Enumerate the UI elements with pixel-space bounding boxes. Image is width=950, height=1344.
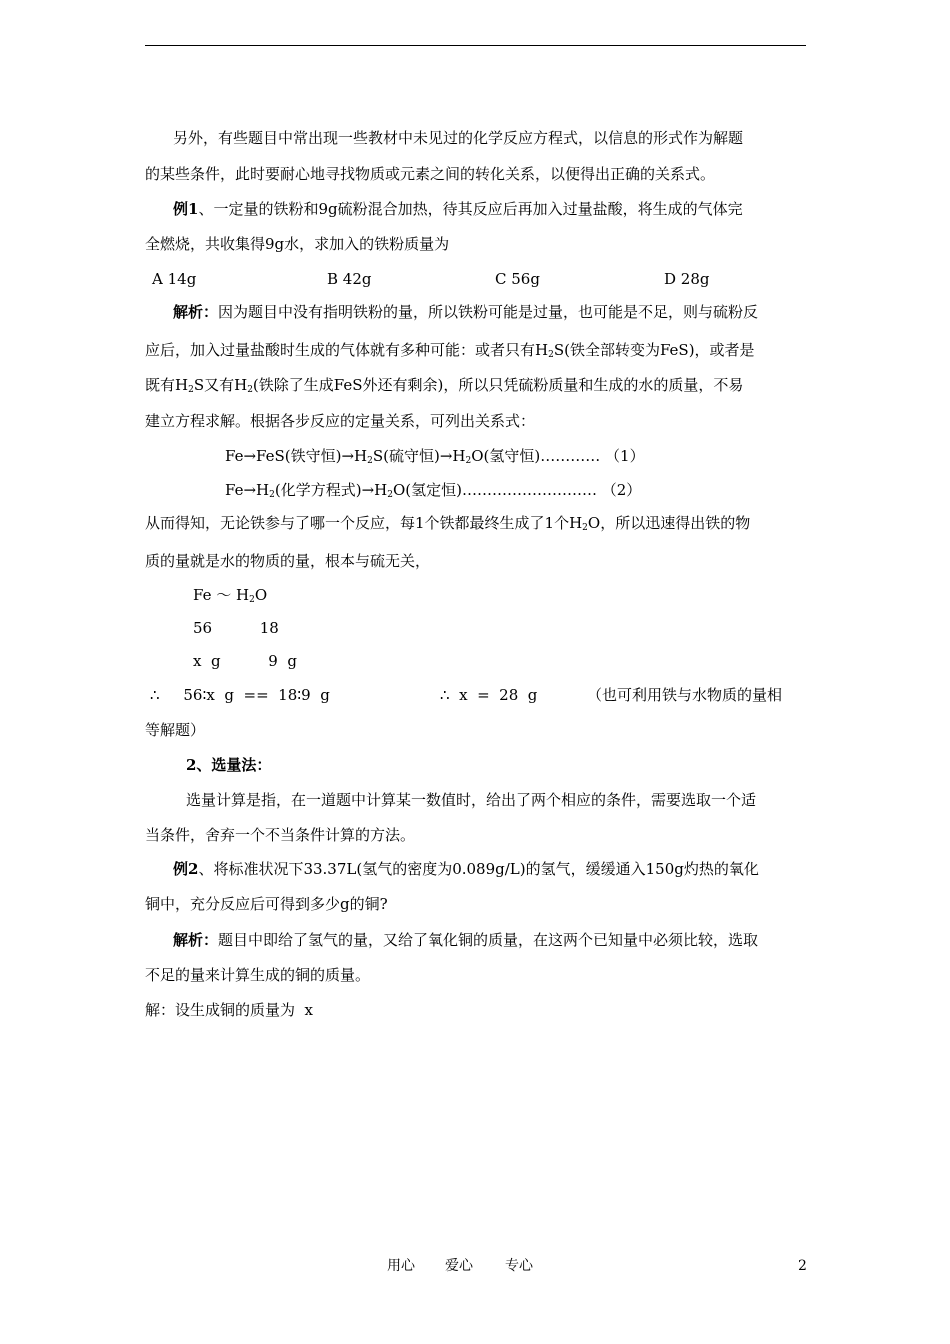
result-value: ∴ x = 28 g bbox=[440, 686, 538, 704]
relation-masses: x g 9 g bbox=[193, 652, 297, 670]
analysis1-label: 解析： bbox=[173, 303, 219, 321]
option-c: C 56g bbox=[495, 270, 540, 288]
section2-heading: 2、选量法： bbox=[186, 756, 272, 774]
option-a: A 14g bbox=[152, 270, 197, 288]
analysis1-line-2: 应后，加入过量盐酸时生成的气体就有多种可能：或者只有$H_2S$(铁全部转变为FeS)，或者是 bbox=[145, 341, 755, 360]
example2-line-1: 例2、将标准状况下33.37L(氢气的密度为0.089g/L)的氢气，缓缓通入150g灼热的氧化 bbox=[173, 860, 759, 878]
analysis2-label: 解析： bbox=[173, 931, 219, 949]
example1-line-2: 全燃烧，共收集得9g水，求加入的铁粉质量为 bbox=[145, 235, 450, 253]
example1-label: 例1 bbox=[173, 200, 199, 218]
footer-slogan-1: 用心 bbox=[387, 1258, 415, 1274]
example2-line-2: 铜中，充分反应后可得到多少g的铜? bbox=[145, 895, 388, 913]
section2-line-1: 选量计算是指，在一道题中计算某一数值时，给出了两个相应的条件，需要选取一个适 bbox=[186, 791, 757, 809]
note-line-1: （也可利用铁与水物质的量相 bbox=[587, 686, 783, 704]
option-d: D 28g bbox=[664, 270, 710, 288]
intro-line-2: 的某些条件，此时要耐心地寻找物质或元素之间的转化关系，以便得出正确的关系式。 bbox=[145, 165, 716, 183]
footer-slogan-2: 爱心 bbox=[445, 1258, 473, 1274]
analysis2-line-1: 解析：题目中即给了氢气的量，又给了氧化铜的质量，在这两个已知量中必须比较，选取 bbox=[173, 931, 759, 949]
option-b: B 42g bbox=[327, 270, 372, 288]
relation-equation-1: Fe→FeS(铁守恒)$\to H_2S$(硫守恒)$\to H_2O$(氢守恒)………… （1） bbox=[225, 447, 645, 466]
relation-header: Fe ～ $H_2O$ bbox=[193, 586, 268, 605]
header-rule bbox=[145, 45, 806, 46]
analysis1-line-1: 解析：因为题目中没有指明铁粉的量，所以铁粉可能是过量，也可能是不足，则与硫粉反 bbox=[173, 303, 759, 321]
intro-line-1: 另外，有些题目中常出现一些教材中未见过的化学反应方程式，以信息的形式作为解题 bbox=[173, 129, 744, 147]
page-number: 2 bbox=[798, 1258, 807, 1274]
relation-molar-mass: 56 18 bbox=[193, 619, 279, 637]
proportion-equation: ∴ 56∶x g == 18∶9 g bbox=[150, 686, 330, 704]
footer-slogan-3: 专心 bbox=[505, 1258, 533, 1274]
analysis2-line-2: 不足的量来计算生成的铜的质量。 bbox=[145, 966, 371, 984]
analysis1-line-3: 既有$H_2S$又有$H_2$(铁除了生成FeS外还有剩余)，所以只凭硫粉质量和生成的水的质量，不易 bbox=[145, 376, 744, 395]
note-line-2: 等解题） bbox=[145, 721, 206, 739]
solution-start: 解：设生成铜的质量为 x bbox=[145, 1001, 313, 1019]
relation-equation-2: $Fe\to H_2$(化学方程式)$\to H_2O$(氢定恒)……………………… （2） bbox=[225, 481, 642, 500]
example1-line-1: 例1、一定量的铁粉和9g硫粉混合加热，待其反应后再加入过量盐酸，将生成的气体完 bbox=[173, 200, 743, 218]
conclusion-line-2: 质的量就是水的物质的量，根本与硫无关， bbox=[145, 552, 431, 570]
example2-label: 例2 bbox=[173, 860, 199, 878]
analysis1-line-4: 建立方程求解。根据各步反应的定量关系，可列出关系式： bbox=[145, 412, 536, 430]
conclusion-line-1: 从而得知，无论铁参与了哪一个反应，每1个铁都最终生成了1个$H_2O$，所以迅速得出铁的物 bbox=[145, 514, 751, 533]
section2-line-2: 当条件，舍弃一个不当条件计算的方法。 bbox=[145, 826, 416, 844]
